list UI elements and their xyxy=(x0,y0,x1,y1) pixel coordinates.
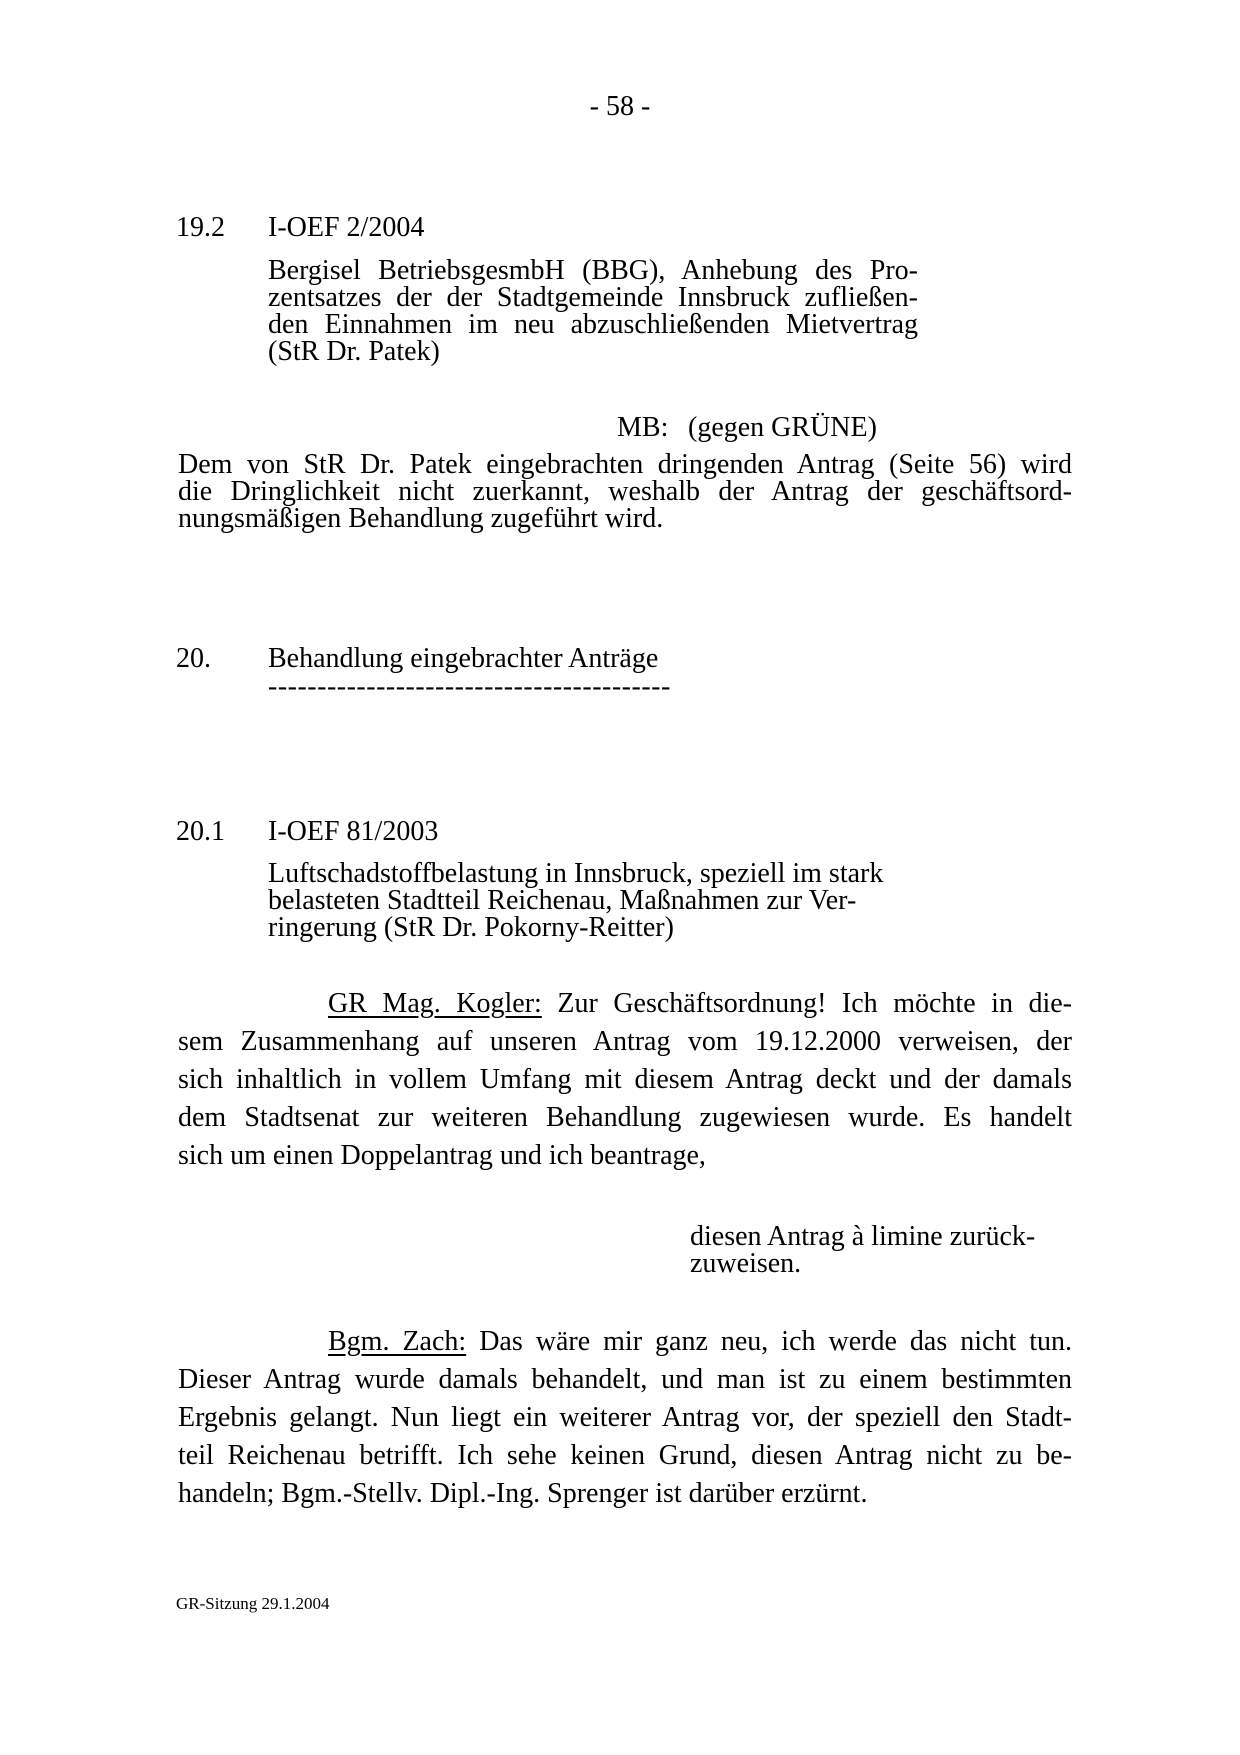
speech-line: sich inhaltlich in vollem Umfang mit diesem Antrag deckt und der damals xyxy=(178,1064,1072,1095)
speech-line: Dieser Antrag wurde damals behandelt, und man ist zu einem bestimmten xyxy=(178,1364,1072,1395)
motion-line: zuweisen. xyxy=(690,1248,802,1279)
item-20-title: Behandlung eingebrachter Anträge xyxy=(268,643,659,674)
speech-text: Das wäre mir ganz neu, ich werde das nicht tun. xyxy=(479,1326,1072,1357)
description-line: zentsatzes der der Stadtgemeinde Innsbruck zufließen- xyxy=(268,282,918,313)
page-number: - 58 - xyxy=(589,91,651,122)
speaker-name: Bgm. Zach: xyxy=(328,1326,467,1357)
description-line: Luftschadstoffbelastung in Innsbruck, speziell im stark xyxy=(268,858,884,889)
vote-value: (gegen GRÜNE) xyxy=(688,412,877,443)
decision-line: Dem von StR Dr. Patek eingebrachten dringenden Antrag (Seite 56) wird xyxy=(178,449,1072,480)
description-line: (StR Dr. Patek) xyxy=(268,336,440,367)
description-line: ringerung (StR Dr. Pokorny-Reitter) xyxy=(268,912,674,943)
decision-line: nungsmäßigen Behandlung zugeführt wird. xyxy=(178,503,664,534)
speech-kogler xyxy=(178,985,1072,1175)
item-20-number: 20. xyxy=(176,643,211,674)
description-line: belasteten Stadtteil Reichenau, Maßnahmen zur Ver- xyxy=(268,885,857,916)
speech-line: sich um einen Doppelantrag und ich beantrage, xyxy=(178,1140,706,1171)
item-19-2-decision xyxy=(178,451,1072,532)
description-line: den Einnahmen im neu abzuschließenden Mietvertrag xyxy=(268,309,918,340)
item-19-2-number: 19.2 xyxy=(176,212,225,243)
speech-line: handeln; Bgm.-Stellv. Dipl.-Ing. Sprenger ist darüber erzürnt. xyxy=(178,1478,868,1509)
vote-label: MB: xyxy=(617,412,669,443)
item-20-1-code: I-OEF 81/2003 xyxy=(268,816,439,847)
decision-line: die Dringlichkeit nicht zuerkannt, weshalb der Antrag der geschäftsord- xyxy=(178,476,1072,507)
speaker-name: GR Mag. Kogler: xyxy=(328,988,542,1019)
motion-line: diesen Antrag à limine zurück- xyxy=(690,1221,1036,1252)
speech-line: sem Zusammenhang auf unseren Antrag vom 19.12.2000 verweisen, der xyxy=(178,1026,1072,1057)
item-19-2-code: I-OEF 2/2004 xyxy=(268,212,425,243)
item-19-2-description xyxy=(268,257,918,365)
speech-zach xyxy=(178,1323,1072,1513)
footer-session-date: GR-Sitzung 29.1.2004 xyxy=(176,1594,330,1613)
item-20-1-number: 20.1 xyxy=(176,816,225,847)
item-20-dash-rule: ----------------------------------------- xyxy=(268,673,671,700)
speech-line: teil Reichenau betrifft. Ich sehe keinen Grund, diesen Antrag nicht zu be- xyxy=(178,1440,1072,1471)
description-line: Bergisel BetriebsgesmbH (BBG), Anhebung des Pro- xyxy=(268,255,918,286)
item-20-1-description xyxy=(268,860,918,941)
motion-text xyxy=(690,1223,1055,1277)
speech-line: dem Stadtsenat zur weiteren Behandlung zugewiesen wurde. Es handelt xyxy=(178,1102,1072,1133)
speech-text: Zur Geschäftsordnung! Ich möchte in die- xyxy=(557,988,1073,1019)
speech-line: Ergebnis gelangt. Nun liegt ein weiterer Antrag vor, der speziell den Stadt- xyxy=(178,1402,1072,1433)
